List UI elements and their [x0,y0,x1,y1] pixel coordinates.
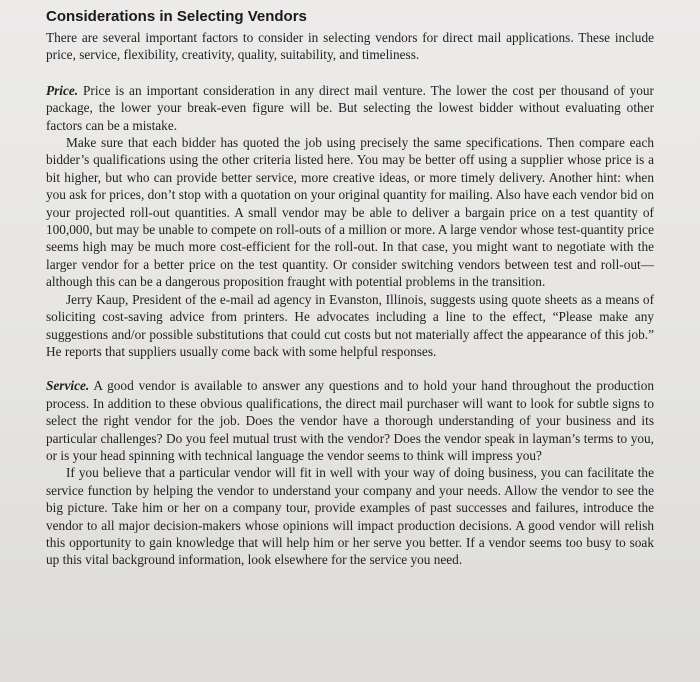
service-paragraph-1-text: A good vendor is available to answer any questions and to hold your hand throughout the production process. In addition to these obvious qualifications, the direct mail purchaser will want to look for subtle signs to select the right vendor for the job. Does the vendor have a thorough understanding of your business and its particular challenges? Do you feel mutual trust with the vendor? Does the vendor speak in layman’s terms to you, or is your head spinning with technical language the vendor seems to think will impress you? [46,378,654,463]
price-paragraph-1 [46,82,654,134]
price-lead: Price. [46,82,79,98]
service-lead: Service. [46,378,90,394]
price-paragraph-3: Jerry Kaup, President of the e-mail ad agency in Evanston, Illinois, suggests using quote sheets as a means of soliciting cost-saving advice from printers. He advocates including a line to the effect, “Please make any suggestions and/or possible substitutions that could cut costs but not materially affect the appearance of this job.” He reports that suppliers usually come back with some helpful responses. [46,291,654,359]
service-paragraph-2: If you believe that a particular vendor will fit in well with your way of doing business, you can facilitate the service function by helping the vendor to understand your company and your needs. Allow the vendor to see the big picture. Take him or her on a company tour, provide examples of past successes and failures, introduce the vendor to all major decision-makers whose opinions will impact production decisions. A good vendor will relish this opportunity to gain knowledge that will help him or her serve you better. If a vendor seems too busy to soak up this vital background information, look elsewhere for the service you need. [46,465,654,568]
section-heading: Considerations in Selecting Vendors [46,8,307,25]
price-paragraph-1-text: Price is an important consideration in any direct mail venture. The lower the cost per thousand of your package, the lower your break-even figure will be. But selecting the lowest bidder without evaluating other factors can be a mistake. [46,82,654,133]
intro-paragraph: There are several important factors to consider in selecting vendors for direct mail applications. These include price, service, flexibility, creativity, quality, suitability, and timeliness. [46,30,654,63]
service-paragraph-1 [46,377,654,464]
price-paragraph-2: Make sure that each bidder has quoted the job using precisely the same specifications. Then compare each bidder’s qualifications using the other criteria listed here. You may be better off using a supplier whose price is a bit higher, but who can provide better service, more creative ideas, or more timely delivery. Another hint: when you ask for prices, don’t stop with a quotation on your original quantity for mailing. Also have each vendor bid on your projected roll-out quantities. A small vendor may be able to deliver a bargain price on a test quantity of 100,000, but may be unable to compete on roll-outs of a million or more. A large vendor whose test-quantity price seems high may be much more cost-efficient for the roll-out. In that case, you might want to negotiate with the larger vendor for a better price on the test quantity. Or consider switching vendors between test and roll-out—although this can be a dangerous proposition fraught with potential problems in the transition. [46,135,654,290]
